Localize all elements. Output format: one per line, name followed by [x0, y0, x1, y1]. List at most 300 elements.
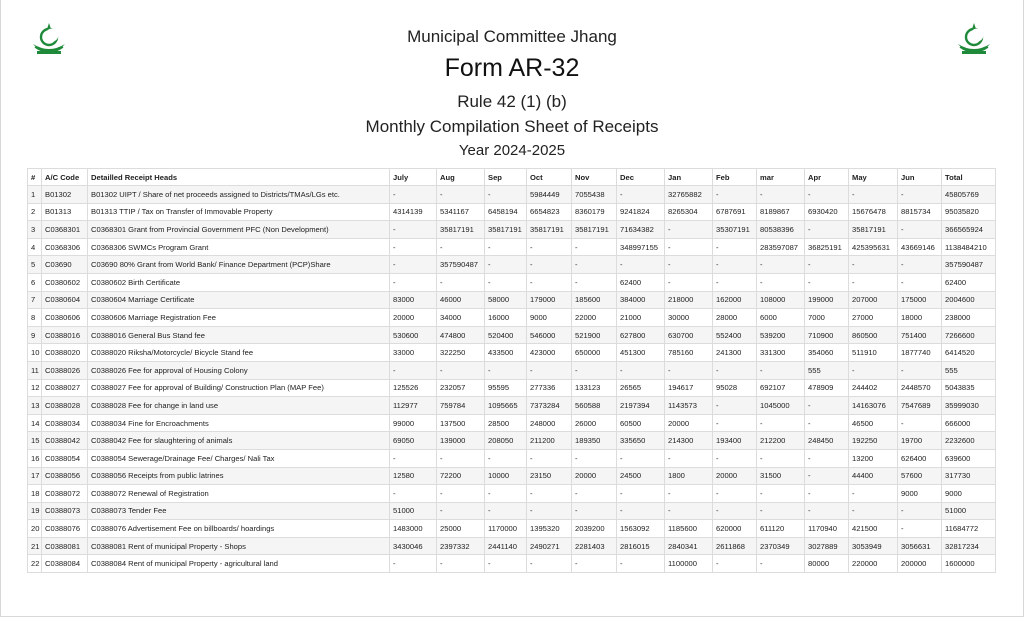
table-cell: 189350	[572, 432, 617, 450]
table-row	[28, 361, 996, 379]
table-cell: 6	[28, 273, 42, 291]
table-cell: 13	[28, 397, 42, 415]
table-row	[28, 432, 996, 450]
table-cell: -	[390, 186, 437, 204]
table-cell: -	[898, 414, 942, 432]
table-cell: 46000	[437, 291, 485, 309]
table-cell: 5341167	[437, 203, 485, 221]
table-cell: -	[437, 273, 485, 291]
table-cell: 212200	[757, 432, 805, 450]
table-cell: 1185600	[665, 520, 713, 538]
table-cell: 421500	[849, 520, 898, 538]
table-cell: 2840341	[665, 537, 713, 555]
table-cell: 137500	[437, 414, 485, 432]
table-cell: -	[485, 186, 527, 204]
table-cell: 31500	[757, 467, 805, 485]
table-cell: 2281403	[572, 537, 617, 555]
table-cell: B01313	[42, 203, 88, 221]
table-cell: 611120	[757, 520, 805, 538]
table-cell: 6458194	[485, 203, 527, 221]
column-header: Detailled Receipt Heads	[88, 169, 390, 186]
table-cell: -	[390, 485, 437, 503]
column-header: Dec	[617, 169, 665, 186]
table-cell: 133123	[572, 379, 617, 397]
table-cell: -	[527, 555, 572, 573]
table-cell: 2448570	[898, 379, 942, 397]
table-cell: C0380604 Marriage Certificate	[88, 291, 390, 309]
table-cell: C0388081	[42, 537, 88, 555]
table-cell: -	[665, 221, 713, 239]
table-cell: B01302	[42, 186, 88, 204]
table-cell: -	[665, 449, 713, 467]
table-cell: 3027889	[805, 537, 849, 555]
table-cell: 620000	[713, 520, 757, 538]
table-cell: 692107	[757, 379, 805, 397]
table-cell: 20000	[390, 309, 437, 327]
table-cell: 44400	[849, 467, 898, 485]
table-cell: 277336	[527, 379, 572, 397]
table-row	[28, 203, 996, 221]
table-cell: -	[617, 502, 665, 520]
table-cell: 23150	[527, 467, 572, 485]
table-cell: 24500	[617, 467, 665, 485]
table-cell: C0368301	[42, 221, 88, 239]
table-cell: -	[713, 414, 757, 432]
table-cell: -	[390, 361, 437, 379]
table-cell: -	[805, 186, 849, 204]
table-cell: 3053949	[849, 537, 898, 555]
table-cell: 19	[28, 502, 42, 520]
table-cell: 95035820	[942, 203, 996, 221]
table-cell: -	[572, 485, 617, 503]
table-cell: 630700	[665, 326, 713, 344]
table-row	[28, 344, 996, 362]
table-cell: 9000	[942, 485, 996, 503]
table-cell: 511910	[849, 344, 898, 362]
table-cell: 69050	[390, 432, 437, 450]
table-cell: -	[572, 502, 617, 520]
table-cell: 238000	[942, 309, 996, 327]
table-row	[28, 397, 996, 415]
table-row	[28, 238, 996, 256]
table-cell: -	[713, 502, 757, 520]
table-cell: 95595	[485, 379, 527, 397]
table-cell: -	[757, 414, 805, 432]
fiscal-year: Year 2024-2025	[458, 142, 566, 159]
table-cell: 15	[28, 432, 42, 450]
table-cell: 433500	[485, 344, 527, 362]
table-cell: -	[665, 238, 713, 256]
table-cell: 7266600	[942, 326, 996, 344]
table-row	[28, 273, 996, 291]
table-cell: 366565924	[942, 221, 996, 239]
table-cell: 478909	[805, 379, 849, 397]
table-cell: C0388026 Fee for approval of Housing Colony	[88, 361, 390, 379]
table-cell: 200000	[898, 555, 942, 573]
table-cell: C0388084	[42, 555, 88, 573]
table-cell: -	[437, 361, 485, 379]
table-cell: C0388027 Fee for approval of Building/ Construction Plan (MAP Fee)	[88, 379, 390, 397]
table-cell: 218000	[665, 291, 713, 309]
table-cell: 32817234	[942, 537, 996, 555]
table-header-row	[28, 169, 996, 186]
table-cell: -	[485, 256, 527, 274]
table-cell: 51000	[390, 502, 437, 520]
table-cell: -	[527, 485, 572, 503]
table-cell: 11684772	[942, 520, 996, 538]
table-cell: 214300	[665, 432, 713, 450]
table-cell: 175000	[898, 291, 942, 309]
column-header: mar	[757, 169, 805, 186]
table-cell: C03690	[42, 256, 88, 274]
table-cell: -	[665, 502, 713, 520]
column-header: Aug	[437, 169, 485, 186]
table-cell: 357590487	[437, 256, 485, 274]
table-cell: 32765882	[665, 186, 713, 204]
table-cell: 1483000	[390, 520, 437, 538]
table-cell: 99000	[390, 414, 437, 432]
table-cell: C0388027	[42, 379, 88, 397]
table-cell: -	[527, 361, 572, 379]
table-cell: -	[805, 502, 849, 520]
table-cell: -	[898, 502, 942, 520]
table-cell: 162000	[713, 291, 757, 309]
table-cell: B01313 TTIP / Tax on Transfer of Immovable Property	[88, 203, 390, 221]
table-row	[28, 485, 996, 503]
table-cell: 25000	[437, 520, 485, 538]
table-cell: 241300	[713, 344, 757, 362]
table-cell: 6787691	[713, 203, 757, 221]
table-cell: -	[527, 273, 572, 291]
table-cell: 18000	[898, 309, 942, 327]
table-cell: 8360179	[572, 203, 617, 221]
table-cell: -	[617, 361, 665, 379]
table-cell: -	[713, 273, 757, 291]
table-cell: 546000	[527, 326, 572, 344]
table-cell: 21000	[617, 309, 665, 327]
table-cell: 1395320	[527, 520, 572, 538]
table-cell: -	[437, 555, 485, 573]
table-cell: C0388073	[42, 502, 88, 520]
table-cell: 232057	[437, 379, 485, 397]
table-row	[28, 449, 996, 467]
table-cell: 7547689	[898, 397, 942, 415]
table-cell: -	[572, 555, 617, 573]
table-cell: 35817191	[849, 221, 898, 239]
table-cell: -	[898, 520, 942, 538]
table-cell: -	[572, 361, 617, 379]
table-cell: -	[617, 449, 665, 467]
table-cell: 139000	[437, 432, 485, 450]
table-cell: -	[390, 273, 437, 291]
table-cell: -	[485, 485, 527, 503]
table-cell: 192250	[849, 432, 898, 450]
table-cell: 10000	[485, 467, 527, 485]
table-cell: -	[898, 256, 942, 274]
table-cell: -	[665, 485, 713, 503]
table-cell: -	[485, 449, 527, 467]
table-cell: 179000	[527, 291, 572, 309]
table-cell: C0388056	[42, 467, 88, 485]
table-cell: 520400	[485, 326, 527, 344]
table-cell: -	[713, 485, 757, 503]
table-cell: 1143573	[665, 397, 713, 415]
table-cell: 9	[28, 326, 42, 344]
table-cell: 1800	[665, 467, 713, 485]
table-cell: 9000	[527, 309, 572, 327]
table-cell: 2370349	[757, 537, 805, 555]
table-cell: -	[757, 186, 805, 204]
table-cell: 8	[28, 309, 42, 327]
table-cell: 193400	[713, 432, 757, 450]
table-cell: 62400	[942, 273, 996, 291]
table-row	[28, 256, 996, 274]
table-cell: 335650	[617, 432, 665, 450]
table-cell: -	[485, 555, 527, 573]
table-cell: 6930420	[805, 203, 849, 221]
table-cell: 1563092	[617, 520, 665, 538]
table-cell: 20000	[572, 467, 617, 485]
column-header: Oct	[527, 169, 572, 186]
rule-reference: Rule 42 (1) (b)	[457, 92, 567, 111]
table-cell: 43669146	[898, 238, 942, 256]
table-cell: 220000	[849, 555, 898, 573]
table-cell: 95028	[713, 379, 757, 397]
table-cell: -	[757, 555, 805, 573]
table-row	[28, 502, 996, 520]
table-cell: 759784	[437, 397, 485, 415]
table-cell: 22000	[572, 309, 617, 327]
table-cell: -	[898, 273, 942, 291]
table-cell: 8265304	[665, 203, 713, 221]
table-cell: 639600	[942, 449, 996, 467]
table-cell: C0388076	[42, 520, 88, 538]
table-cell: 384000	[617, 291, 665, 309]
table-cell: 14	[28, 414, 42, 432]
table-cell: -	[849, 186, 898, 204]
table-cell: -	[437, 502, 485, 520]
table-cell: -	[757, 273, 805, 291]
table-cell: -	[665, 361, 713, 379]
table-cell: 45805769	[942, 186, 996, 204]
column-header: #	[28, 169, 42, 186]
table-cell: -	[713, 397, 757, 415]
table-cell: 12580	[390, 467, 437, 485]
table-cell: 35817191	[437, 221, 485, 239]
table-cell: 208050	[485, 432, 527, 450]
table-cell: 58000	[485, 291, 527, 309]
table-cell: -	[485, 273, 527, 291]
table-cell: -	[437, 449, 485, 467]
table-cell: 26000	[572, 414, 617, 432]
column-header: A/C Code	[42, 169, 88, 186]
table-cell: C0388028	[42, 397, 88, 415]
table-cell: C0388072	[42, 485, 88, 503]
table-cell: 13200	[849, 449, 898, 467]
table-row	[28, 537, 996, 555]
table-cell: -	[572, 273, 617, 291]
table-cell: 785160	[665, 344, 713, 362]
table-cell: C0388028 Fee for change in land use	[88, 397, 390, 415]
table-cell: 2816015	[617, 537, 665, 555]
table-cell: C0380604	[42, 291, 88, 309]
table-cell: -	[805, 273, 849, 291]
column-header: Jun	[898, 169, 942, 186]
table-cell: -	[713, 238, 757, 256]
table-cell: 35817191	[572, 221, 617, 239]
table-cell: 474800	[437, 326, 485, 344]
table-cell: 211200	[527, 432, 572, 450]
table-cell: 35817191	[527, 221, 572, 239]
column-header: May	[849, 169, 898, 186]
table-cell: -	[757, 449, 805, 467]
table-cell: C0388042 Fee for slaughtering of animals	[88, 432, 390, 450]
table-cell: 16000	[485, 309, 527, 327]
table-cell: 35817191	[485, 221, 527, 239]
table-cell: 21	[28, 537, 42, 555]
table-cell: C0368306	[42, 238, 88, 256]
table-cell: 10	[28, 344, 42, 362]
table-cell: 15676478	[849, 203, 898, 221]
table-cell: 860500	[849, 326, 898, 344]
table-cell: -	[572, 449, 617, 467]
table-cell: 650000	[572, 344, 617, 362]
table-cell: 626400	[898, 449, 942, 467]
table-cell: C0368301 Grant from Provincial Government PFC (Non Development)	[88, 221, 390, 239]
table-cell: 423000	[527, 344, 572, 362]
table-cell: -	[757, 361, 805, 379]
table-cell: 3430046	[390, 537, 437, 555]
table-cell: 26565	[617, 379, 665, 397]
table-cell: 1170940	[805, 520, 849, 538]
table-cell: 71634382	[617, 221, 665, 239]
table-cell: 6414520	[942, 344, 996, 362]
table-cell: C0380602 Birth Certificate	[88, 273, 390, 291]
table-row	[28, 467, 996, 485]
table-cell: 8815734	[898, 203, 942, 221]
table-cell: -	[713, 186, 757, 204]
table-cell: 80538396	[757, 221, 805, 239]
table-cell: 1100000	[665, 555, 713, 573]
table-cell: 6654823	[527, 203, 572, 221]
table-cell: 2232600	[942, 432, 996, 450]
table-cell: -	[757, 256, 805, 274]
table-cell: -	[898, 221, 942, 239]
table-cell: -	[617, 485, 665, 503]
table-cell: -	[617, 186, 665, 204]
table-cell: 425395631	[849, 238, 898, 256]
table-cell: 627800	[617, 326, 665, 344]
table-cell: C0388016 General Bus Stand fee	[88, 326, 390, 344]
committee-name: Municipal Committee Jhang	[407, 27, 617, 46]
table-cell: -	[485, 238, 527, 256]
table-cell: 30000	[665, 309, 713, 327]
form-title: Form AR-32	[444, 54, 580, 82]
sheet-title: Monthly Compilation Sheet of Receipts	[365, 117, 659, 136]
table-cell: 12	[28, 379, 42, 397]
table-cell: -	[572, 238, 617, 256]
table-cell: 1877740	[898, 344, 942, 362]
table-cell: -	[485, 361, 527, 379]
table-cell: 7	[28, 291, 42, 309]
table-cell: C0388034	[42, 414, 88, 432]
table-cell: -	[713, 256, 757, 274]
table-cell: -	[617, 256, 665, 274]
table-cell: -	[527, 238, 572, 256]
table-cell: 34000	[437, 309, 485, 327]
table-cell: 248450	[805, 432, 849, 450]
table-cell: 2611868	[713, 537, 757, 555]
table-cell: 322250	[437, 344, 485, 362]
column-header: Total	[942, 169, 996, 186]
column-header: Feb	[713, 169, 757, 186]
table-cell: -	[713, 361, 757, 379]
table-cell: 560588	[572, 397, 617, 415]
table-cell: 60500	[617, 414, 665, 432]
table-cell: 35999030	[942, 397, 996, 415]
table-cell: -	[849, 256, 898, 274]
table-cell: 7000	[805, 309, 849, 327]
table-cell: -	[390, 221, 437, 239]
table-cell: -	[805, 449, 849, 467]
column-header: Nov	[572, 169, 617, 186]
table-cell: -	[805, 221, 849, 239]
table-cell: -	[572, 256, 617, 274]
table-cell: 357590487	[942, 256, 996, 274]
table-cell: 112977	[390, 397, 437, 415]
table-cell: -	[898, 361, 942, 379]
table-cell: C0380606 Marriage Registration Fee	[88, 309, 390, 327]
table-cell: C0388020 Riksha/Motorcycle/ Bicycle Stand fee	[88, 344, 390, 362]
receipts-table	[27, 168, 996, 573]
table-cell: 28500	[485, 414, 527, 432]
table-cell: 62400	[617, 273, 665, 291]
table-cell: 18	[28, 485, 42, 503]
table-cell: B01302 UIPT / Share of net proceeds assigned to Districts/TMAs/LGs etc.	[88, 186, 390, 204]
table-cell: -	[390, 555, 437, 573]
table-cell: -	[617, 555, 665, 573]
table-cell: 14163076	[849, 397, 898, 415]
table-cell: 8189867	[757, 203, 805, 221]
table-cell: C0388073 Tender Fee	[88, 502, 390, 520]
table-row	[28, 291, 996, 309]
table-cell: -	[849, 485, 898, 503]
table-cell: 5043835	[942, 379, 996, 397]
table-cell: 1045000	[757, 397, 805, 415]
table-row	[28, 555, 996, 573]
table-cell: -	[805, 414, 849, 432]
table-cell: 2397332	[437, 537, 485, 555]
table-cell: 3056631	[898, 537, 942, 555]
table-row	[28, 520, 996, 538]
table-cell: -	[805, 397, 849, 415]
table-cell: 2039200	[572, 520, 617, 538]
table-cell: 539200	[757, 326, 805, 344]
table-cell: C0388081 Rent of municipal Property - Shops	[88, 537, 390, 555]
table-cell: 6000	[757, 309, 805, 327]
table-cell: 1170000	[485, 520, 527, 538]
table-cell: C0388076 Advertisement Fee on billboards/ hoardings	[88, 520, 390, 538]
table-cell: 3	[28, 221, 42, 239]
table-cell: -	[898, 186, 942, 204]
table-cell: 20000	[713, 467, 757, 485]
table-cell: 51000	[942, 502, 996, 520]
table-cell: C0388072 Renewal of Registration	[88, 485, 390, 503]
table-cell: 1600000	[942, 555, 996, 573]
table-cell: 199000	[805, 291, 849, 309]
table-cell: 7055438	[572, 186, 617, 204]
table-cell: 348997155	[617, 238, 665, 256]
